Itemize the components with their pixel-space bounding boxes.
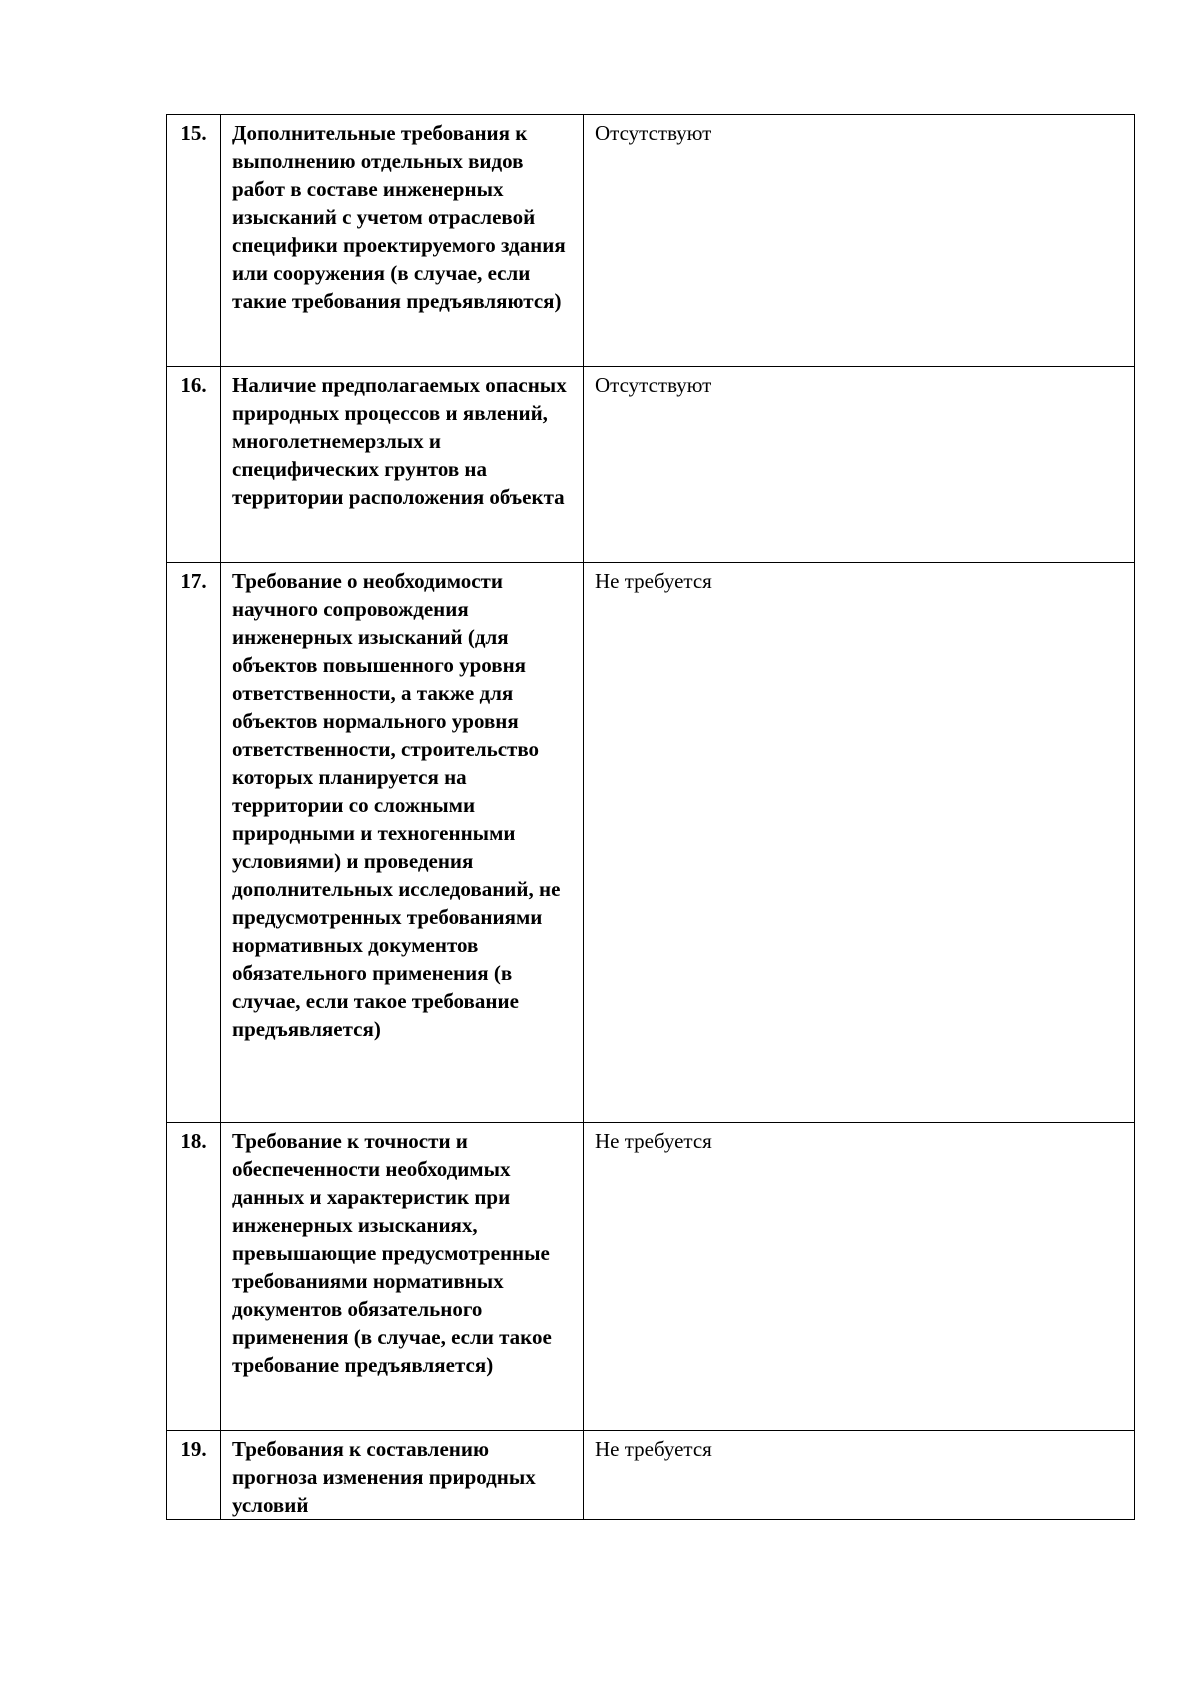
requirement-text: Наличие предполагаемых опасных природных процессов и явлений, многолетнемерзлых и специфических грунтов на территории расположения объекта: [221, 367, 584, 563]
requirement-text: Дополнительные требования к выполнению отдельных видов работ в составе инженерных изысканий с учетом отраслевой специфики проектируемого здания или сооружения (в случае, если такие требования предъявляются): [221, 115, 584, 367]
table-row: [167, 367, 1135, 563]
requirement-value: Не требуется: [584, 1123, 1135, 1431]
table-row: [167, 563, 1135, 1123]
row-number: 15.: [167, 115, 221, 367]
table-row: [167, 115, 1135, 367]
requirement-value: Отсутствуют: [584, 115, 1135, 367]
row-number: 16.: [167, 367, 221, 563]
requirement-value: Не требуется: [584, 1431, 1135, 1520]
requirement-value: Отсутствуют: [584, 367, 1135, 563]
requirement-text: Требование к точности и обеспеченности необходимых данных и характеристик при инженерных изысканиях, превышающие предусмотренные требованиями нормативных документов обязательного применения (в случае, если такое требование предъявляется): [221, 1123, 584, 1431]
table-row: [167, 1123, 1135, 1431]
requirements-table: [166, 114, 1135, 1520]
table-row: [167, 1431, 1135, 1520]
requirement-value: Не требуется: [584, 563, 1135, 1123]
row-number: 17.: [167, 563, 221, 1123]
row-number: 18.: [167, 1123, 221, 1431]
requirement-text: Требования к составлению прогноза изменения природных условий: [221, 1431, 584, 1520]
requirement-text: Требование о необходимости научного сопровождения инженерных изысканий (для объектов повышенного уровня ответственности, а также для объектов нормального уровня ответственности, строительство которых планируется на территории со сложными природными и техногенными условиями) и проведения дополнительных исследований, не предусмотренных требованиями нормативных документов обязательного применения (в случае, если такое требование предъявляется): [221, 563, 584, 1123]
row-number: 19.: [167, 1431, 221, 1520]
